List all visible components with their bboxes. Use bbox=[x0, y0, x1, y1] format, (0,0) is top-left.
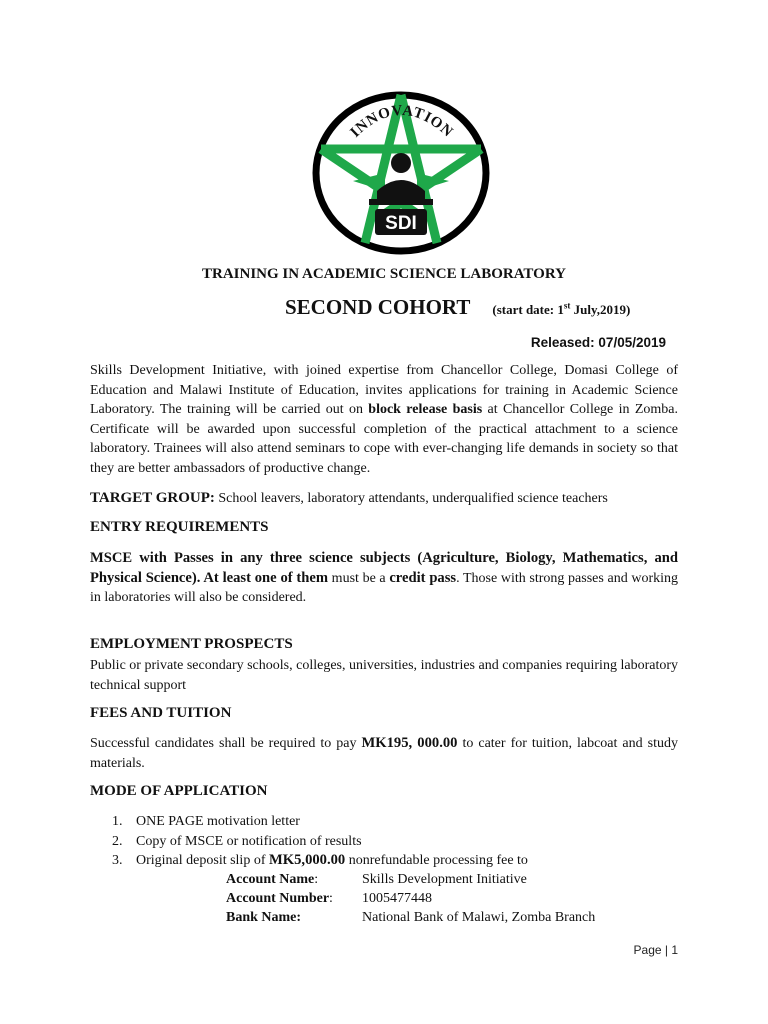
application-list bbox=[90, 812, 528, 871]
logo-badge-text: SDI bbox=[385, 213, 417, 234]
sdi-logo bbox=[307, 87, 495, 257]
employment-heading: EMPLOYMENT PROSPECTS bbox=[90, 636, 293, 652]
account-name-row: Account Name: Skills Development Initiative bbox=[226, 872, 527, 887]
released-date: Released: 07/05/2019 bbox=[530, 335, 666, 350]
list-item: 1. ONE PAGE motivation letter bbox=[112, 814, 300, 829]
bank-details bbox=[226, 870, 595, 927]
application-heading: MODE OF APPLICATION bbox=[90, 783, 268, 799]
page-number: Page | 1 bbox=[633, 943, 678, 957]
intro-paragraph: Skills Development Initiative, with joined expertise from Chancellor College, Domasi College of Education and Malawi Institute of Education, invites applications for training in Academic Science Laboratory. The training will be carried out on block release basis at Chancellor College in Zomba. Certificate will be awarded upon successful completion of the practical attachment to a science laboratory. Trainees will also attend seminars to cope with ever-changing life demands in society so that they are better ambassadors of productive change. bbox=[90, 363, 678, 476]
fees-text: Successful candidates shall be required to pay MK195, 000.00 to cater for tuition, labcoat and study materials. bbox=[90, 735, 678, 771]
entry-text: MSCE with Passes in any three science subjects (Agriculture, Biology, Mathematics, and Physical Science). At least one of them must be a credit pass. Those with strong passes and working in laboratories will also be considered. bbox=[90, 550, 679, 606]
list-item: 3. Original deposit slip of MK5,000.00 nonrefundable processing fee to bbox=[112, 852, 528, 869]
entry-heading: ENTRY REQUIREMENTS bbox=[90, 519, 269, 535]
target-group: TARGET GROUP: School leavers, laboratory attendants, underqualified science teachers bbox=[90, 490, 608, 506]
employment-text: Public or private secondary schools, colleges, universities, industries and companies requiring laboratory technical support bbox=[90, 658, 678, 693]
bank-name-row: Bank Name: National Bank of Malawi, Zomba Branch bbox=[226, 910, 596, 925]
start-date: (start date: 1st July,2019) bbox=[492, 300, 631, 317]
document-title: TRAINING IN ACADEMIC SCIENCE LABORATORY bbox=[202, 266, 566, 282]
account-number-row: Account Number: 1005477448 bbox=[226, 891, 432, 906]
fees-heading: FEES AND TUITION bbox=[90, 705, 232, 721]
list-item: 2. Copy of MSCE or notification of results bbox=[112, 833, 362, 849]
cohort-label: SECOND COHORT bbox=[285, 295, 471, 319]
logo-arc-text: INNOVATION bbox=[347, 102, 457, 141]
cohort-line bbox=[285, 295, 630, 320]
